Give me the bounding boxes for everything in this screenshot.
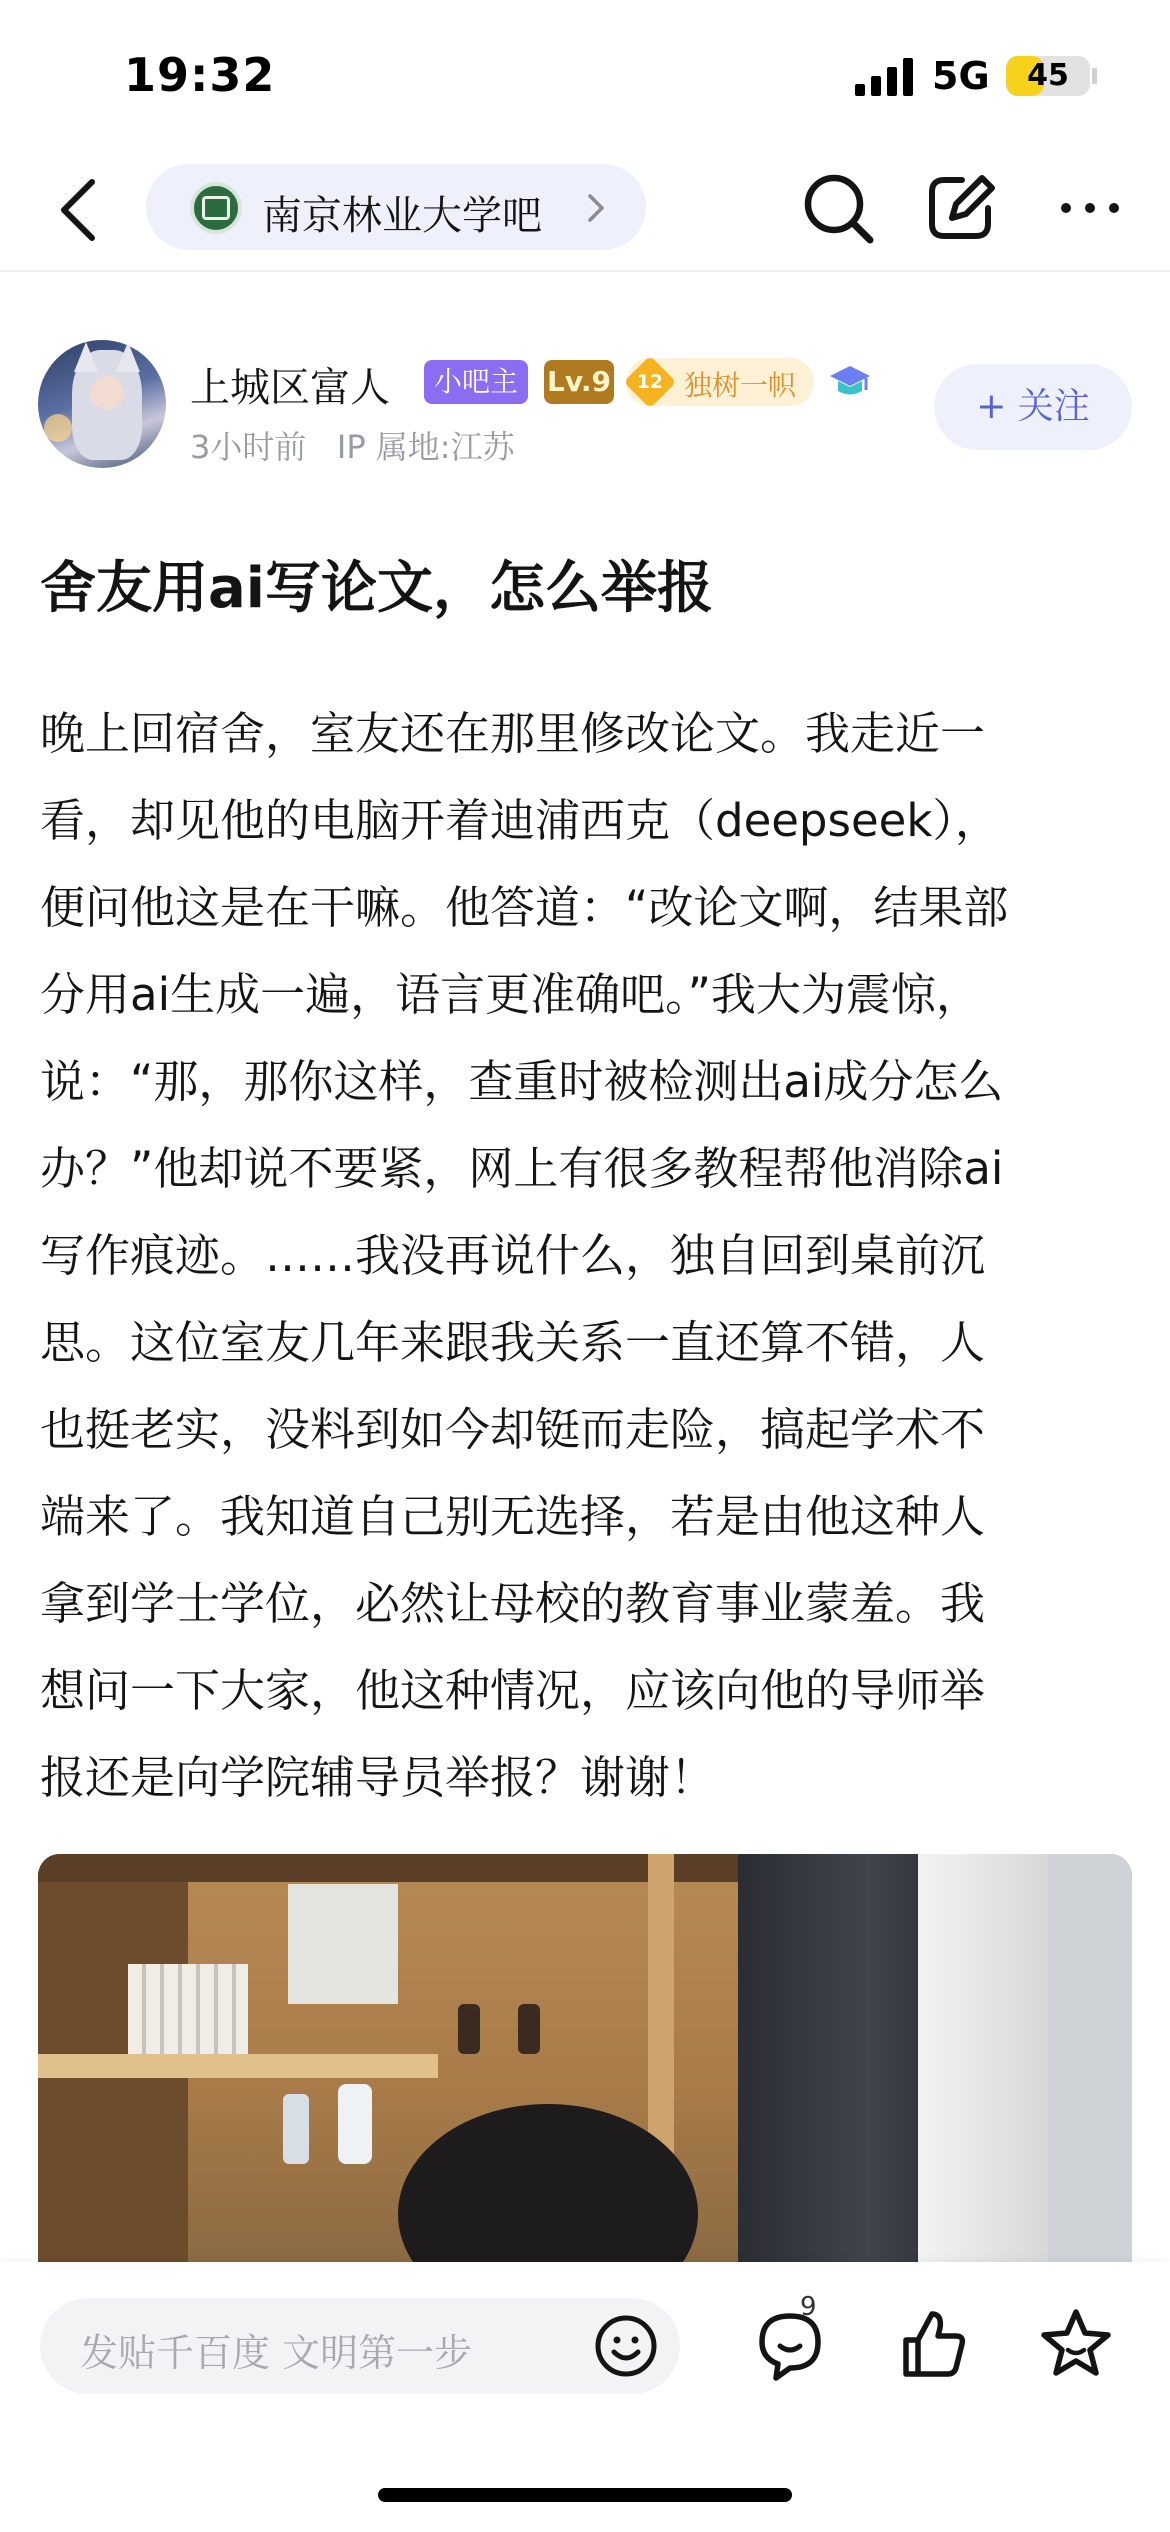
battery-icon — [1006, 56, 1090, 96]
star-icon[interactable] — [1034, 2302, 1118, 2386]
chevron-right-icon — [584, 190, 608, 226]
forum-link[interactable] — [146, 164, 646, 250]
level-badge: Lv.9 — [544, 360, 614, 404]
home-indicator — [378, 2488, 792, 2502]
post-body-line: 拿到学士学位，必然让母校的教育事业蒙羞。我 — [40, 1577, 986, 1630]
follow-button[interactable]: + 关注 — [934, 364, 1132, 450]
status-time: 19:32 — [124, 48, 276, 102]
post-body-line: 看，却见他的电脑开着迪浦西克（deepseek）， — [40, 794, 1000, 847]
post-body-line: 分用ai生成一遍，语言更准确吧。”我大为震惊， — [40, 968, 981, 1021]
post-body-line: 便问他这是在干嘛。他答道：“改论文啊，结果部 — [40, 881, 1009, 934]
battery-cap — [1092, 68, 1097, 84]
post-body-line: 写作痕迹。……我没再说什么，独自回到桌前沉 — [40, 1229, 986, 1282]
forum-logo — [190, 182, 242, 234]
reply-bubble-icon[interactable] — [748, 2302, 832, 2386]
admin-badge: 小吧主 — [424, 360, 528, 404]
post-time: 3小时前 — [190, 428, 307, 466]
ip-location: IP 属地:江苏 — [336, 428, 515, 466]
fan-level-icon — [624, 356, 677, 409]
status-bar — [0, 0, 1170, 150]
battery-level: 45 — [1027, 58, 1069, 93]
comment-placeholder: 发贴千百度 文明第一步 — [80, 2331, 473, 2375]
post-body-line: 端来了。我知道自己别无选择，若是由他这种人 — [40, 1490, 986, 1543]
smiley-icon[interactable] — [590, 2310, 662, 2382]
comment-input[interactable] — [40, 2298, 680, 2394]
post-body-line: 办？”他却说不要紧，网上有很多教程帮他消除ai — [40, 1142, 1004, 1195]
post-body-line: 想问一下大家，他这种情况，应该向他的导师举 — [40, 1664, 986, 1717]
post-body-line: 思。这位室友几年来跟我关系一直还算不错，人 — [40, 1316, 986, 1369]
post-body-line: 说：“那，那你这样，查重时被检测出ai成分怎么 — [40, 1055, 1004, 1108]
avatar[interactable] — [38, 340, 166, 468]
reply-count: 9 — [800, 2292, 817, 2322]
share-edit-icon[interactable] — [918, 166, 1002, 250]
top-nav — [0, 150, 1170, 272]
network-type: 5G — [932, 54, 990, 98]
forum-name: 南京林业大学吧 — [262, 193, 542, 239]
post-meta — [190, 422, 515, 468]
signal-icon — [855, 58, 915, 96]
search-icon[interactable] — [796, 166, 880, 250]
fan-title: 独树一帜 — [684, 369, 797, 402]
post-body — [40, 690, 1132, 1821]
post-image[interactable] — [38, 1854, 1132, 2262]
post-body-line: 也挺老实，没料到如今却铤而走险，搞起学术不 — [40, 1403, 986, 1456]
more-icon[interactable] — [1048, 166, 1132, 250]
graduation-cap-icon — [828, 360, 872, 404]
chevron-left-icon[interactable] — [48, 172, 108, 248]
post-body-line: 晚上回宿舍，室友还在那里修改论文。我走近一 — [40, 707, 986, 760]
thumbs-up-icon[interactable] — [890, 2302, 974, 2386]
fan-level: 12 — [636, 371, 664, 393]
post-body-line: 报还是向学院辅导员举报？谢谢！ — [40, 1751, 716, 1804]
fan-badge[interactable] — [626, 358, 814, 406]
post-title: 舍友用ai写论文，怎么举报 — [40, 556, 713, 621]
author-name[interactable]: 上城区富人 — [190, 365, 390, 411]
